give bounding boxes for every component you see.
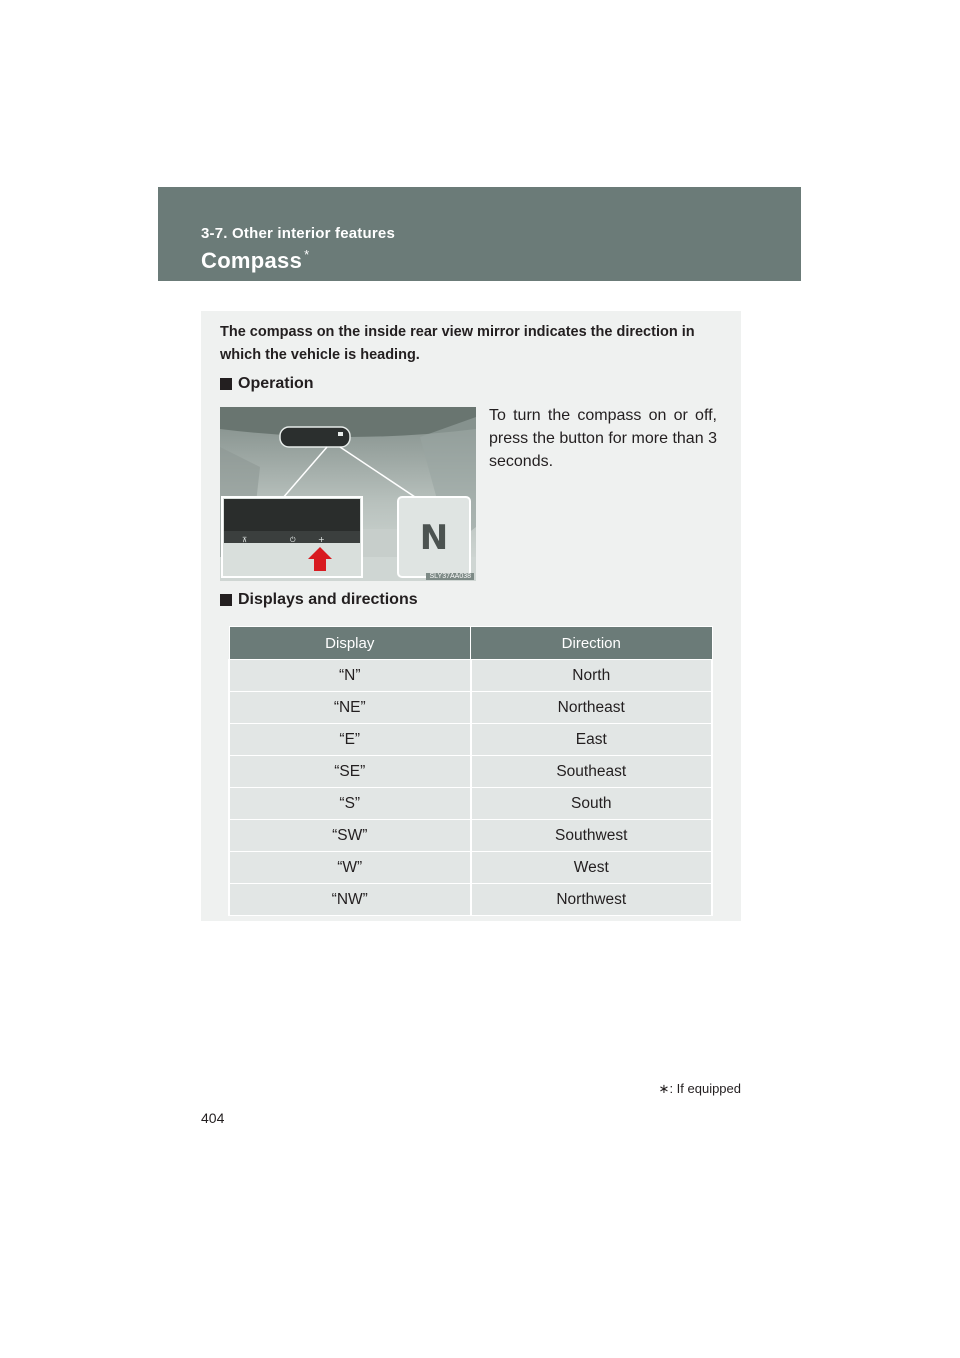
operation-instruction: To turn the compass on or off, press the button for more than 3 seconds. bbox=[489, 407, 717, 470]
display-cell: “SW” bbox=[229, 820, 471, 852]
page-title-text: Compass bbox=[201, 248, 303, 273]
footnote: ∗: If equipped bbox=[658, 1081, 741, 1096]
mirror-illustration bbox=[220, 407, 476, 581]
direction-cell: North bbox=[471, 660, 713, 692]
direction-cell: Southeast bbox=[471, 756, 713, 788]
svg-text:⊼: ⊼ bbox=[242, 536, 248, 544]
display-cell: “E” bbox=[229, 724, 471, 756]
table-row bbox=[229, 660, 712, 692]
table-header-row bbox=[229, 627, 712, 660]
display-cell: “NW” bbox=[229, 884, 471, 916]
direction-cell: Northwest bbox=[471, 884, 713, 916]
display-cell: “SE” bbox=[229, 756, 471, 788]
table-row bbox=[229, 852, 712, 884]
column-header-direction: Direction bbox=[471, 627, 713, 660]
operation-heading-text: Operation bbox=[238, 375, 314, 392]
intro-text: The compass on the inside rear view mirror indicates the direction in which the vehicle is heading. bbox=[220, 324, 695, 363]
figure-code: SLY37AA038 bbox=[426, 573, 474, 580]
table-row bbox=[229, 692, 712, 724]
display-cell: “NE” bbox=[229, 692, 471, 724]
table-row bbox=[229, 820, 712, 852]
content-panel bbox=[201, 311, 741, 921]
table-row bbox=[229, 884, 712, 916]
page-title bbox=[201, 247, 310, 274]
section-label: 3-7. Other interior features bbox=[201, 225, 395, 242]
if-equipped-marker: * bbox=[304, 247, 310, 262]
svg-text:+: + bbox=[318, 535, 325, 544]
section-header bbox=[158, 187, 801, 281]
direction-cell: Northeast bbox=[471, 692, 713, 724]
square-bullet-icon bbox=[220, 378, 232, 390]
direction-cell: South bbox=[471, 788, 713, 820]
operation-heading bbox=[220, 375, 314, 393]
directions-table bbox=[228, 626, 713, 916]
display-cell: “N” bbox=[229, 660, 471, 692]
compass-display-letter: N bbox=[419, 518, 449, 558]
svg-text:⏻: ⏻ bbox=[290, 536, 296, 544]
displays-heading bbox=[220, 591, 418, 609]
displays-heading-text: Displays and directions bbox=[238, 591, 418, 608]
display-cell: “S” bbox=[229, 788, 471, 820]
table-row bbox=[229, 788, 712, 820]
direction-cell: Southwest bbox=[471, 820, 713, 852]
square-bullet-icon bbox=[220, 594, 232, 606]
direction-cell: West bbox=[471, 852, 713, 884]
direction-cell: East bbox=[471, 724, 713, 756]
page-number: 404 bbox=[201, 1110, 225, 1126]
display-cell: “W” bbox=[229, 852, 471, 884]
mirror-compass-illustration bbox=[220, 407, 476, 581]
column-header-display: Display bbox=[229, 627, 471, 660]
table-row bbox=[229, 724, 712, 756]
table-row bbox=[229, 756, 712, 788]
